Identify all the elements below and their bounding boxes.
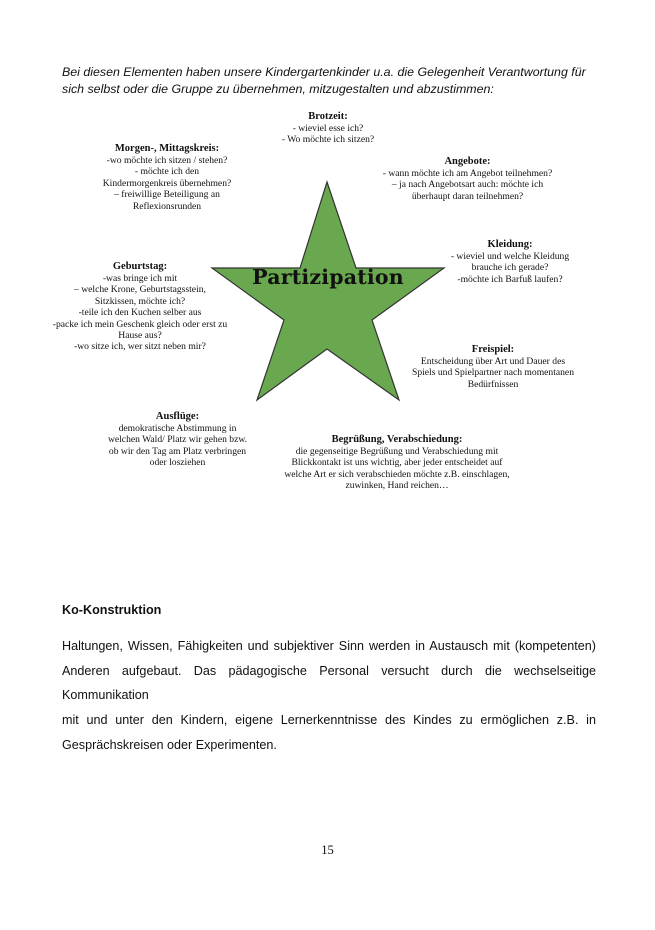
morgenkreis-line: - möchte ich den xyxy=(134,166,200,178)
morgenkreis-title: Morgen-, Mittagskreis: xyxy=(114,143,220,154)
begruessung-line: welche Art er sich verabschieden möchte z.B. einschlagen, xyxy=(284,468,510,480)
star-center-label: Partizipation xyxy=(252,265,404,289)
morgenkreis-line: – freiwillige Beteiligung an xyxy=(114,189,220,201)
morgenkreis-box xyxy=(92,142,242,212)
geburtstag-line: -teile ich den Kuchen selber aus xyxy=(78,307,202,319)
paragraph-line: Anderen aufgebaut. Das pädagogische Personal versucht durch die wechselseitige Kommunikation xyxy=(62,663,596,703)
kleidung-line: brauche ich gerade? xyxy=(471,262,549,274)
geburtstag-line: Sitzkissen, möchte ich? xyxy=(94,295,186,307)
ausfluege-line: oder losziehen xyxy=(149,457,206,469)
intro-text xyxy=(62,64,602,98)
geburtstag-title: Geburtstag: xyxy=(112,261,168,272)
begruessung-line: zuwinken, Hand reichen… xyxy=(345,480,449,492)
kleidung-line: -möchte ich Barfuß laufen? xyxy=(457,273,563,285)
morgenkreis-line: Kindermorgenkreis übernehmen? xyxy=(102,177,232,189)
angebote-line: - wann möchte ich am Angebot teilnehmen? xyxy=(382,168,553,179)
kleidung-title: Kleidung: xyxy=(487,239,533,250)
ausfluege-line: welchen Wald/ Platz wir gehen bzw. xyxy=(107,434,248,446)
geburtstag-line: – welche Krone, Geburtstagsstein, xyxy=(74,284,206,296)
angebote-box xyxy=(370,155,565,202)
kleidung-line: - wieviel und welche Kleidung xyxy=(450,251,570,262)
morgenkreis-line: Reflexionsrunden xyxy=(132,200,202,212)
ausfluege-title: Ausflüge: xyxy=(155,411,200,422)
begruessung-line: die gegenseitige Begrüßung und Verabschiedung mit xyxy=(295,446,499,457)
freispiel-title: Freispiel: xyxy=(471,344,515,355)
ausfluege-box xyxy=(100,410,255,469)
geburtstag-line: -packe ich mein Geschenk gleich oder erst zu xyxy=(52,318,228,330)
ausfluege-line: demokratische Abstimmung in xyxy=(118,423,237,434)
freispiel-box xyxy=(398,343,588,390)
brotzeit-box xyxy=(268,110,388,146)
begruessung-title: Begrüßung, Verabschiedung: xyxy=(331,434,463,445)
begruessung-box xyxy=(272,433,522,492)
freispiel-line: Entscheidung über Art und Dauer des xyxy=(420,356,566,367)
ausfluege-line: ob wir den Tag am Platz verbringen xyxy=(108,445,247,457)
paragraph-line: Gesprächskreisen oder Experimenten. xyxy=(62,737,277,752)
geburtstag-box xyxy=(40,260,240,353)
morgenkreis-line: -wo möchte ich sitzen / stehen? xyxy=(106,155,228,166)
section-heading: Ko-Konstruktion xyxy=(62,603,162,617)
intro-line-1: Bei diesen Elementen haben unsere Kindergartenkinder u.a. die Gelegenheit Verantwortung für xyxy=(62,65,586,79)
paragraph-line: mit und unter den Kindern, eigene Lernerkenntnisse des Kindes zu ermöglichen z.B. in xyxy=(62,713,596,728)
angebote-title: Angebote: xyxy=(444,156,491,167)
angebote-line: überhaupt daran teilnehmen? xyxy=(411,190,524,202)
paragraph-line: Haltungen, Wissen, Fähigkeiten und subjektiver Sinn werden in Austausch mit (kompetenten) xyxy=(62,639,596,653)
geburtstag-line: Hause aus? xyxy=(118,330,162,342)
angebote-line: – ja nach Angebotsart auch: möchte ich xyxy=(391,179,544,191)
intro-line-2: sich selbst oder die Gruppe zu übernehmen, mitzugestalten und abzustimmen: xyxy=(62,82,494,96)
geburtstag-line: -wo sitze ich, wer sitzt neben mir? xyxy=(74,341,206,353)
begruessung-line: Blickkontakt ist uns wichtig, aber jeder entscheidet auf xyxy=(291,457,503,469)
freispiel-line: Bedürfnissen xyxy=(467,378,519,390)
brotzeit-line: - Wo möchte ich sitzen? xyxy=(281,134,375,146)
brotzeit-title: Brotzeit: xyxy=(308,111,348,122)
page-number: 15 xyxy=(321,843,334,857)
section-paragraph xyxy=(62,634,596,758)
freispiel-line: Spiels und Spielpartner nach momentanen xyxy=(412,367,574,379)
geburtstag-line: -was bringe ich mit xyxy=(102,273,178,284)
brotzeit-line: - wieviel esse ich? xyxy=(292,123,364,134)
kleidung-box xyxy=(430,238,590,285)
